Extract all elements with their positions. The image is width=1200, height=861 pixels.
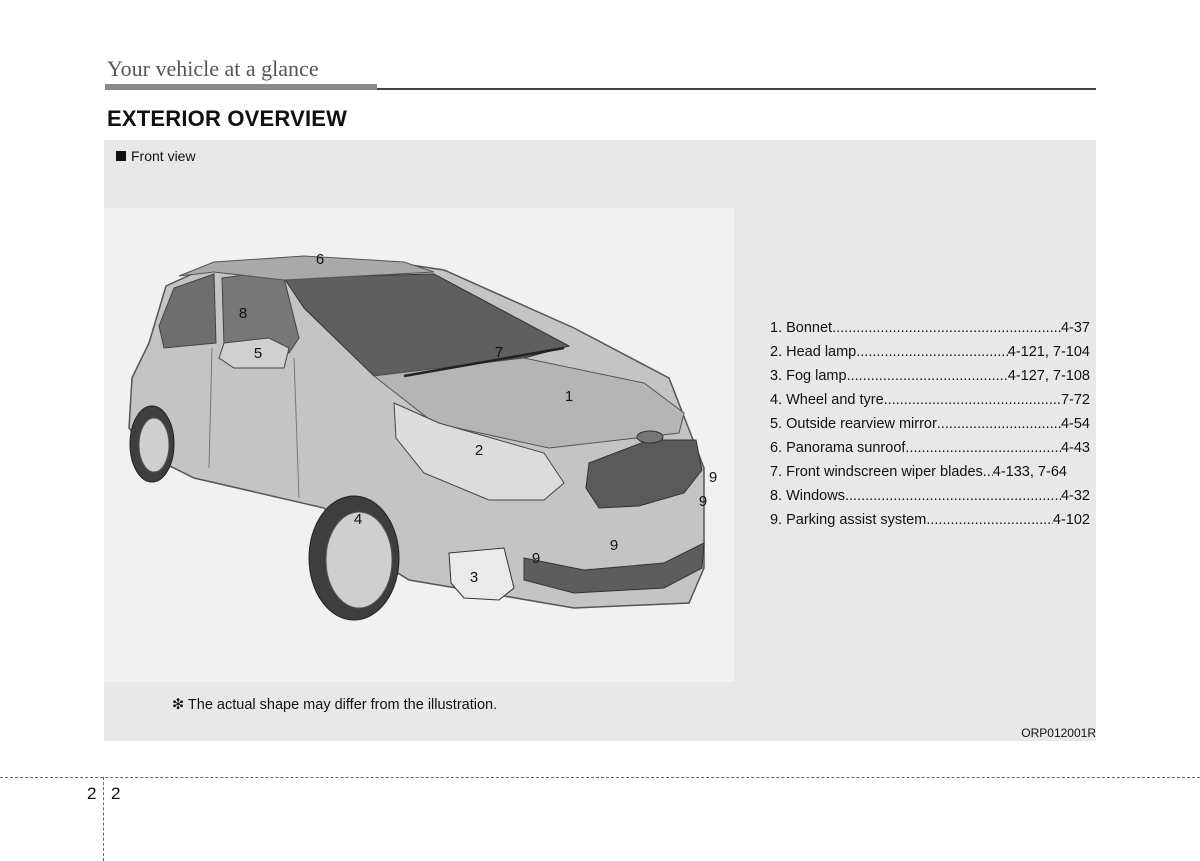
- footer-chapter-number: 2: [87, 784, 97, 803]
- part-item: 7. Front windscreen wiper blades ..... 4-133, 7-64: [770, 460, 1090, 484]
- square-bullet-icon: [116, 151, 126, 161]
- view-label-text: Front view: [131, 148, 196, 164]
- illustration-note: ❇ The actual shape may differ from the illustration.: [172, 697, 498, 713]
- car-illustration: [104, 208, 734, 682]
- callout-6: 6: [315, 251, 325, 268]
- parts-list: [770, 316, 1090, 532]
- part-item: 1. Bonnet ..... 4-37: [770, 316, 1090, 340]
- section-title: EXTERIOR OVERVIEW: [107, 106, 348, 131]
- callout-4: 4: [353, 511, 363, 528]
- callout-3: 3: [469, 569, 479, 586]
- footer-page-number: 2: [111, 784, 121, 803]
- part-item: 2. Head lamp ..... 4-121, 7-104: [770, 340, 1090, 364]
- header-rule-thin: [377, 88, 1096, 90]
- callout-7: 7: [494, 344, 504, 361]
- badge-emblem: [637, 431, 663, 443]
- callout-1: 1: [564, 388, 574, 405]
- callout-5: 5: [253, 345, 263, 362]
- callout-9b: 9: [698, 493, 708, 510]
- part-item: 6. Panorama sunroof ..... 4-43: [770, 436, 1090, 460]
- header-rule-thick: [105, 84, 377, 90]
- rear-wheel-rim: [139, 418, 169, 472]
- figure-code: ORP012001R: [1021, 726, 1096, 740]
- car-drawing: [104, 208, 734, 682]
- view-label: [116, 148, 196, 164]
- footer-dashed-divider: [103, 777, 104, 861]
- callout-9a: 9: [708, 469, 718, 486]
- part-item: 8. Windows ..... 4-32: [770, 484, 1090, 508]
- part-item: 3. Fog lamp ..... 4-127, 7-108: [770, 364, 1090, 388]
- footer-dashed-line: [0, 777, 1200, 778]
- part-item: 9. Parking assist system ..... 4-102: [770, 508, 1090, 532]
- part-item: 4. Wheel and tyre ..... 7-72: [770, 388, 1090, 412]
- callout-9c: 9: [609, 537, 619, 554]
- callout-9d: 9: [531, 550, 541, 567]
- figure-panel: [104, 140, 1096, 741]
- callout-2: 2: [474, 442, 484, 459]
- part-item: 5. Outside rearview mirror ..... 4-54: [770, 412, 1090, 436]
- callout-8: 8: [238, 305, 248, 322]
- chapter-title: Your vehicle at a glance: [107, 56, 319, 81]
